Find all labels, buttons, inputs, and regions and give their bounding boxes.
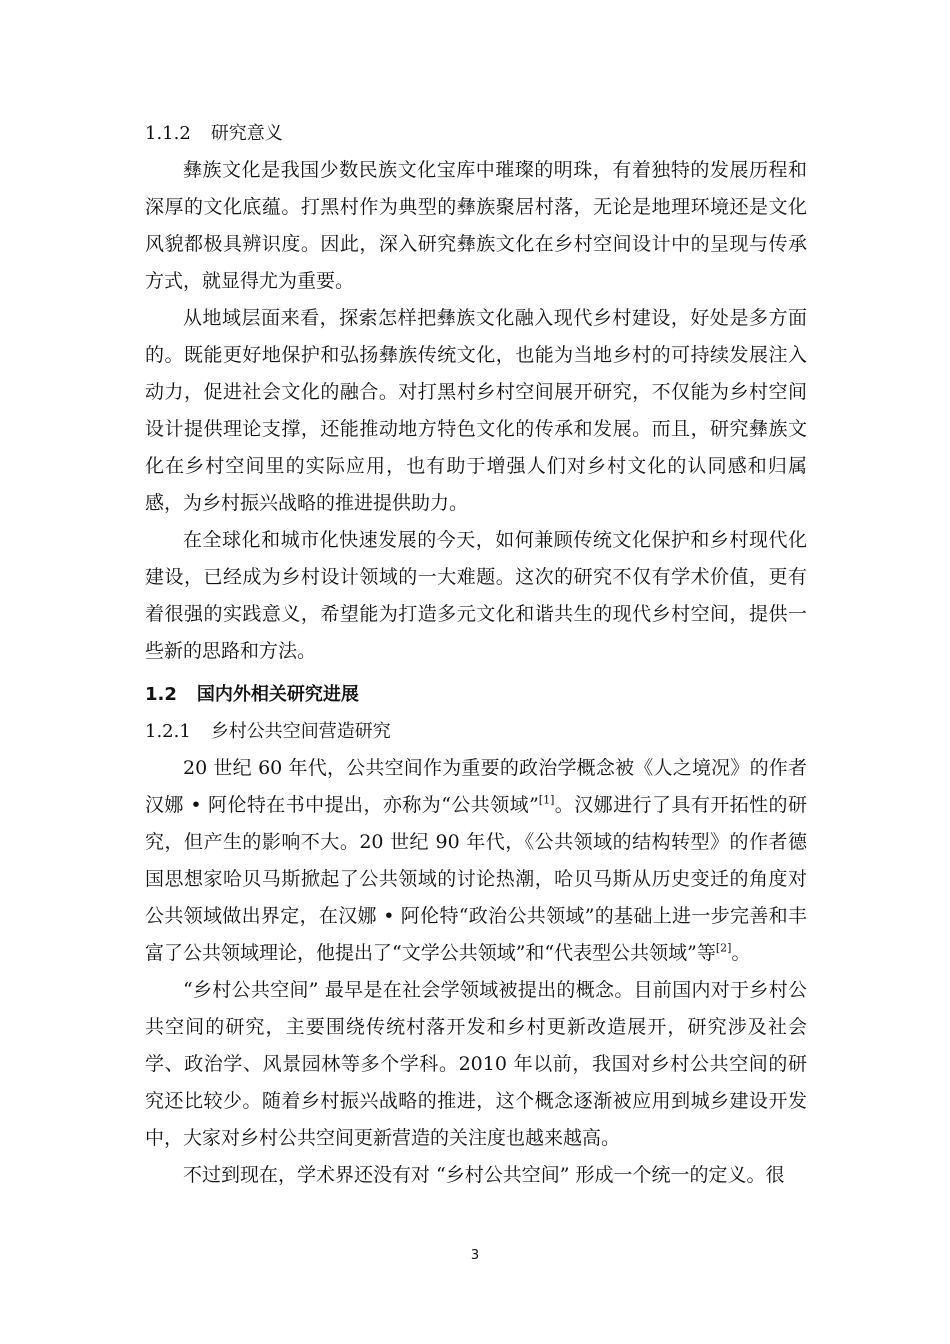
heading-title: 研究意义: [210, 123, 283, 144]
heading-number: 1.1.2: [145, 123, 191, 144]
page-number: 3: [470, 1248, 480, 1263]
heading-number: 1.2: [145, 684, 177, 705]
paragraph-5: “乡村公共空间” 最早是在社会学领域被提出的概念。目前国内对于乡村公共空间的研究，主要围绕传统村落开发和乡村更新改造展开，研究涉及社会学、政治学、风景园林等多个学科。2010 年以前，我国对乡村公共空间的研究还比较少。随着乡村振兴战略的推进，这个概念逐渐被应用到城乡建设开发中，大家对乡村公共空间更新营造的关注度也越来越高。: [145, 979, 807, 1149]
heading-1-1-2: [145, 115, 807, 152]
paragraph-4: [145, 750, 807, 972]
citation-2: [2]: [715, 941, 732, 955]
paragraph-4-text-b: 。汉娜进行了具有开拓性的研究，但产生的影响不大。20 世纪 90 年代，《公共领域的结构转型》的作者德国思想家哈贝马斯掀起了公共领域的讨论热潮，哈贝马斯从历史变迁的角度对公共领域做出界定，在汉娜 • 阿伦特“政治公共领域”的基础上进一步完善和丰富了公共领域理论，他提出了“文学公共领域”和“代表型公共领域”等: [145, 794, 807, 964]
heading-title: 国内外相关研究进展: [196, 684, 359, 705]
paragraph-6: 不过到现在，学术界还没有对 “乡村公共空间” 形成一个统一的定义。很: [183, 1164, 785, 1186]
citation-1: [1]: [538, 793, 555, 807]
heading-title: 乡村公共空间营造研究: [210, 721, 391, 742]
heading-number: 1.2.1: [145, 721, 191, 742]
paragraph-2: 从地域层面来看，探索怎样把彝族文化融入现代乡村建设，好处是多方面的。既能更好地保护和弘扬彝族传统文化，也能为当地乡村的可持续发展注入动力，促进社会文化的融合。对打黑村乡村空间展开研究，不仅能为乡村空间设计提供理论支撑，还能推动地方特色文化的传承和发展。而且，研究彝族文化在乡村空间里的实际应用，也有助于增强人们对乡村文化的认同感和归属感，为乡村振兴战略的推进提供助力。: [145, 307, 807, 514]
paragraph-4-text-a: 20 世纪 60 年代，公共空间作为重要的政治学概念被《人之境况》的作者汉娜 • 阿伦特在书中提出，亦称为“公共领域”: [145, 757, 807, 816]
paragraph-4-text-c: 。: [731, 942, 751, 964]
paragraph-1: 彝族文化是我国少数民族文化宝库中璀璨的明珠，有着独特的发展历程和深厚的文化底蕴。打黑村作为典型的彝族聚居村落，无论是地理环境还是文化风貌都极具辨识度。因此，深入研究彝族文化在乡村空间设计中的呈现与传承方式，就显得尤为重要。: [145, 159, 807, 292]
paragraph-3: 在全球化和城市化快速发展的今天，如何兼顾传统文化保护和乡村现代化建设，已经成为乡村设计领域的一大难题。这次的研究不仅有学术价值，更有着很强的实践意义，希望能为打造多元文化和谐共生的现代乡村空间，提供一些新的思路和方法。: [145, 529, 807, 662]
heading-1-2-1: [145, 713, 807, 750]
heading-1-2: [145, 676, 807, 713]
